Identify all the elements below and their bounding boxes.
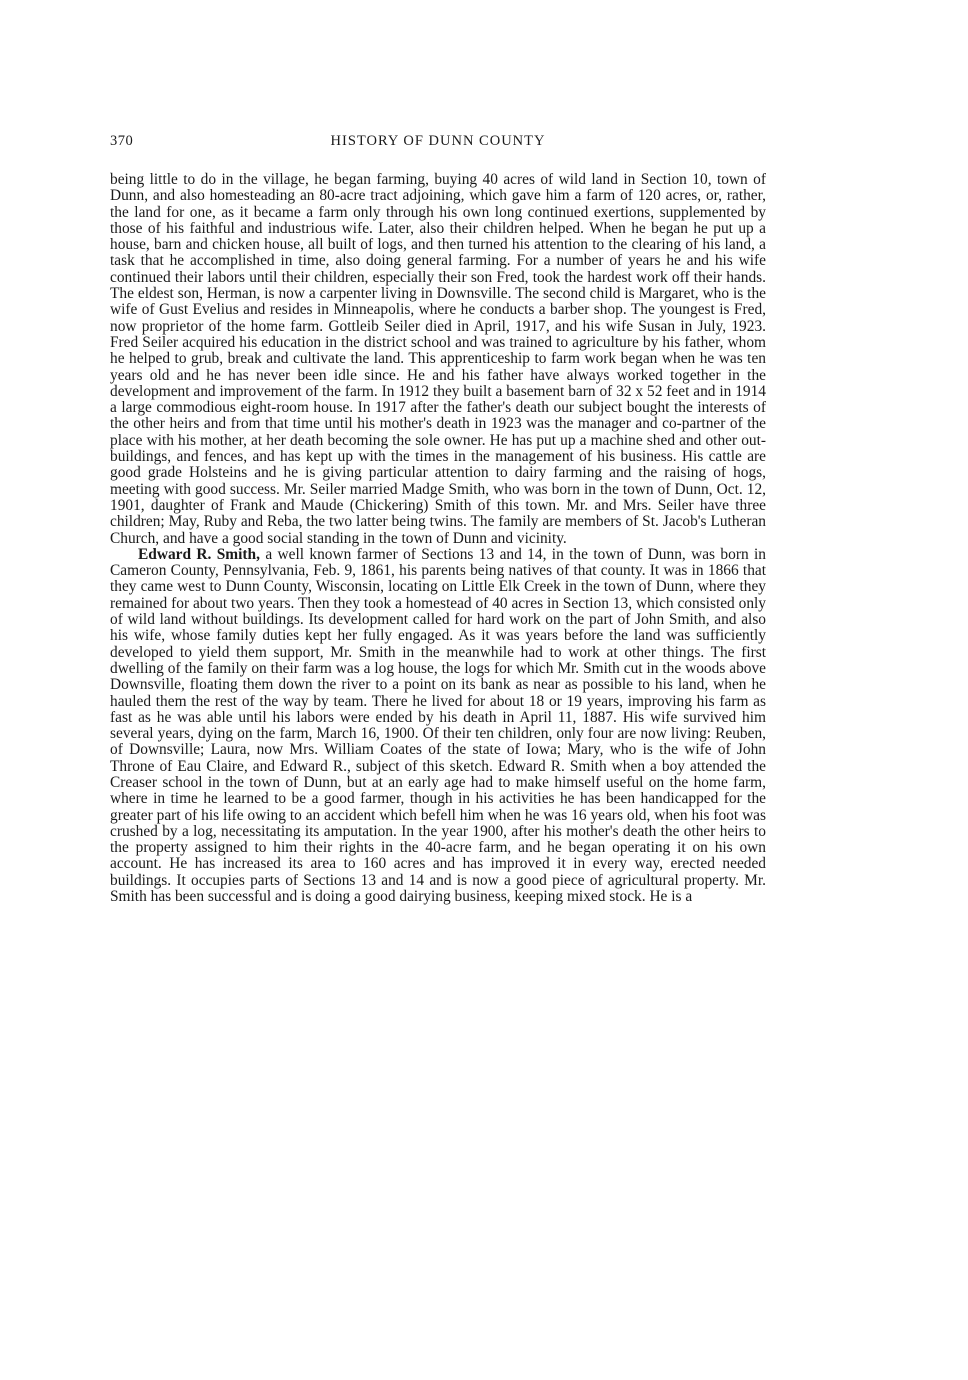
running-head bbox=[110, 133, 766, 153]
biography-subject-name: Edward R. Smith, bbox=[138, 545, 260, 563]
page-number: 370 bbox=[110, 133, 134, 149]
biography-text: a well known farmer of Sections 13 and 14, in the town of Dunn, was born in Cameron County, Pennsylvania, Feb. 9, 1861, his parents being natives of that county. It was in 1866 that they came west to Dunn County, Wisconsin, locating on Little Elk Creek in the town of Dunn, where they remained for about two years. Then they took a homestead of 40 acres in Section 13, which consisted only of wild land without buildings. Its development called for hard work on the part of John Smith, and also his wife, whose family duties kept her fully engaged. As it was years before the land was sufficiently developed to yield them support, Mr. Smith in the meanwhile had to work at other things. The first dwelling of the family on their farm was a log house, the logs for which Mr. Smith cut in the woods above Downsville, floating them down the river to a point on its bank as near as possible to his land, when he hauled them the rest of the way by team. There he lived for about 18 or 19 years, improving his farm as fast as he was able until his labors were ended by his death in April 11, 1887. His wife survived him several years, dying on the farm, March 16, 1900. Of their ten children, only four are now living: Reuben, of Downsville; Laura, now Mrs. William Coates of the state of Iowa; Mary, who is the wife of John Throne of Eau Claire, and Edward R., subject of this sketch. Edward R. Smith when a boy attended the Creaser school in the town of Dunn, but at an early age had to make himself useful on the home farm, where in time he learned to be a good farmer, though in his activities he has been handicapped for the greater part of his life owing to an accident which befell him when he was 16 years old, when his foot was crushed by a log, necessitating its amputation. In the year 1900, after his mother's death the other heirs to the property assigned to him their rights in the 40-acre farm, and he began operating it on his own account. He has increased its area to 160 acres and has improved it in every way, erected needed buildings. It occupies parts of Sections 13 and 14 and is now a good piece of agricultural property. Mr. Smith has been successful and is doing a good dairying business, keeping mixed stock. He is a bbox=[110, 545, 766, 906]
paragraph-seiler-continued: being little to do in the village, he began farming, buying 40 acres of wild land in Section 10, town of Dunn, and also homesteading an 80-acre tract adjoining, which gave him a farm of 120 acres, or, rather, the land for one, as it became a farm only through his own long continued exertions, supplemented by those of his faithful and industrious wife. Later, also their children helped. When he began he put up a house, barn and chicken house, all built of logs, and then turned his attention to the clearing of his land, a task that he accomplished in time, also doing general farming. For a number of years he and his wife continued their labors until their children, especially their son Fred, took the hardest work off their hands. The eldest son, Herman, is now a carpenter living in Downsville. The second child is Margaret, who is the wife of Gust Evelius and resides in Minneapolis, where he conducts a barber shop. The youngest is Fred, now proprietor of the home farm. Gottleib Seiler died in April, 1917, and his wife Susan in July, 1923. Fred Seiler acquired his education in the district school and was trained to agriculture by his father, whom he helped to grub, break and cultivate the land. This apprenticeship to farm work began when he was ten years old and he has never been idle since. He and his father have always worked together in the development and improvement of the farm. In 1912 they built a basement barn of 32 x 52 feet and in 1914 a large commodious eight-room house. In 1917 after the father's death our subject bought the interests of the other heirs and from that time until his mother's death in 1923 was the manager and co-partner of the place with his mother, at her death becoming the sole owner. He has put up a machine shed and other out-buildings, and fences, and has kept up with the times in the management of his business. His cattle are good grade Holsteins and he is giving particular attention to dairy farming and the raising of hogs, meeting with good success. Mr. Seiler married Madge Smith, who was born in the town of Dunn, Oct. 12, 1901, daughter of Frank and Maude (Chickering) Smith of this town. Mr. and Mrs. Seiler have three children; May, Ruby and Reba, the two latter being twins. The family are members of St. Jacob's Lutheran Church, and have a good social standing in the town of Dunn and vicinity. bbox=[110, 171, 766, 547]
body-text bbox=[110, 172, 766, 905]
running-title: HISTORY OF DUNN COUNTY bbox=[330, 133, 546, 149]
paragraph-edward-smith bbox=[110, 547, 766, 906]
